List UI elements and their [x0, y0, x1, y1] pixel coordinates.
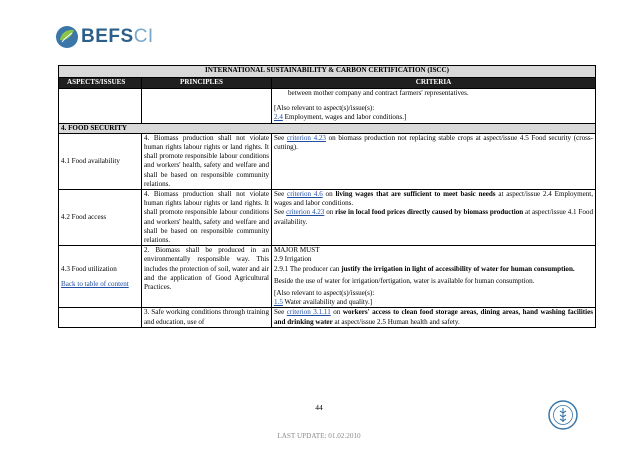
last-update-text: LAST UPDATE: 01.02.2010	[277, 432, 361, 440]
page-number: 44	[315, 403, 323, 412]
criteria-paragraph: See criterion 4.6 on living wages that are sufficient to meet basic needs at aspect/issue 2.4 Employment, wages and labor conditions.	[274, 190, 594, 208]
section-title: 4. FOOD SECURITY	[59, 123, 596, 133]
principle-cell: 2. Biomass shall be produced in an environmentally responsible way. This includes the protection of soil, water and air and the application of Good Agricultural Practices.	[142, 246, 272, 308]
table-row	[59, 246, 596, 308]
col-header-criteria: CRITERIA	[272, 78, 596, 89]
criteria-text: between mother company and contract farmers' representatives.	[288, 89, 469, 97]
criteria-table	[58, 65, 596, 328]
criteria-cell: See criterion 3.1.11 on workers' access to clean food storage areas, dining areas, hand washing facilities and drinking water at aspect/issue 2.5 Human health and safety.	[272, 308, 596, 327]
section-row	[59, 123, 596, 133]
table-title-row	[59, 66, 596, 78]
criterion-link-4-23[interactable]: criterion 4.23	[286, 133, 326, 142]
principle-cell: 4. Biomass production shall not violate human rights labour rights or land rights. It shall promote responsible labour conditions and workers' health, safety and welfare and shall be based on responsible community relations.	[142, 190, 272, 246]
aspect-cell	[59, 89, 142, 124]
aspect-cell	[59, 308, 142, 327]
criteria-cell	[272, 190, 596, 246]
principle-cell	[142, 89, 272, 124]
criteria-cell: MAJOR MUST 2.9 Irrigation 2.9.1 The producer can justify the irrigation in light of accessibility of water for human consumption. Beside the use of water for irrigation/fertigation, water is available for human consumption. [Also relevant to aspect(s)/issue(s): 1.5 Water availability and quality.]	[272, 246, 596, 308]
table-header-row	[59, 78, 596, 89]
criteria-paragraph: 2.9.1 The producer can justify the irrigation in light of accessibility of water for human consumption.	[274, 264, 575, 273]
criterion-link-4-6[interactable]: criterion 4.6	[287, 190, 323, 199]
aspect-cell: 4.2 Food access	[59, 190, 142, 246]
fao-logo-icon	[548, 400, 578, 430]
criterion-link-3-1-11[interactable]: criterion 3.1.11	[286, 308, 331, 317]
col-header-aspects: ASPECTS/ISSUES	[59, 78, 142, 89]
criteria-cell	[272, 89, 596, 124]
criteria-paragraph: Beside the use of water for irrigation/fertigation, water is available for human consumption.	[274, 276, 535, 285]
table-row	[59, 133, 596, 189]
aspect-cell	[59, 246, 142, 308]
table-title: INTERNATIONAL SUSTAINABILITY & CARBON CERTIFICATION (ISCC)	[59, 66, 596, 78]
table-row	[59, 89, 596, 124]
principle-cell: 3. Safe working conditions through training and education, use of	[142, 308, 272, 327]
table-row	[59, 190, 596, 246]
also-relevant-text: [Also relevant to aspect(s)/issue(s):	[274, 289, 375, 298]
befsci-logo	[55, 24, 154, 50]
criterion-link-4-23[interactable]: criterion 4.23	[286, 208, 325, 217]
criteria-cell: See criterion 4.23 on biomass production not replacing stable crops at aspect/issue 4.5 Food security (cross-cutting).	[272, 133, 596, 189]
aspect-cell: 4.1 Food availability	[59, 133, 142, 189]
irrigation-label: 2.9 Irrigation	[274, 255, 312, 264]
col-header-principles: PRINCIPLES	[142, 78, 272, 89]
criteria-paragraph: See criterion 4.23 on rise in local food prices directly caused by biomass production at aspect/issue 4.1 Food availability.	[274, 208, 594, 226]
also-relevant-label: Employment, wages and labor conditions.]	[282, 113, 407, 122]
major-must-label: MAJOR MUST	[274, 246, 320, 255]
befsci-leaf-drop-icon	[55, 25, 79, 49]
aspect-link-2-4[interactable]: 2.4	[274, 113, 283, 122]
logo-text: BEFSCI	[81, 26, 154, 47]
aspect-label: 4.3 Food utilization	[61, 264, 117, 273]
table-row	[59, 308, 596, 327]
aspect-link-1-5[interactable]: 1.5	[274, 298, 283, 307]
also-relevant-text: [Also relevant to aspect(s)/issue(s):	[274, 104, 375, 113]
back-to-toc-link[interactable]: Back to table of content	[61, 279, 129, 288]
principle-cell: 4. Biomass production shall not violate human rights labour rights or land rights. It shall promote responsible labour conditions and workers' health, safety and welfare and shall be based on responsible community relations.	[142, 133, 272, 189]
